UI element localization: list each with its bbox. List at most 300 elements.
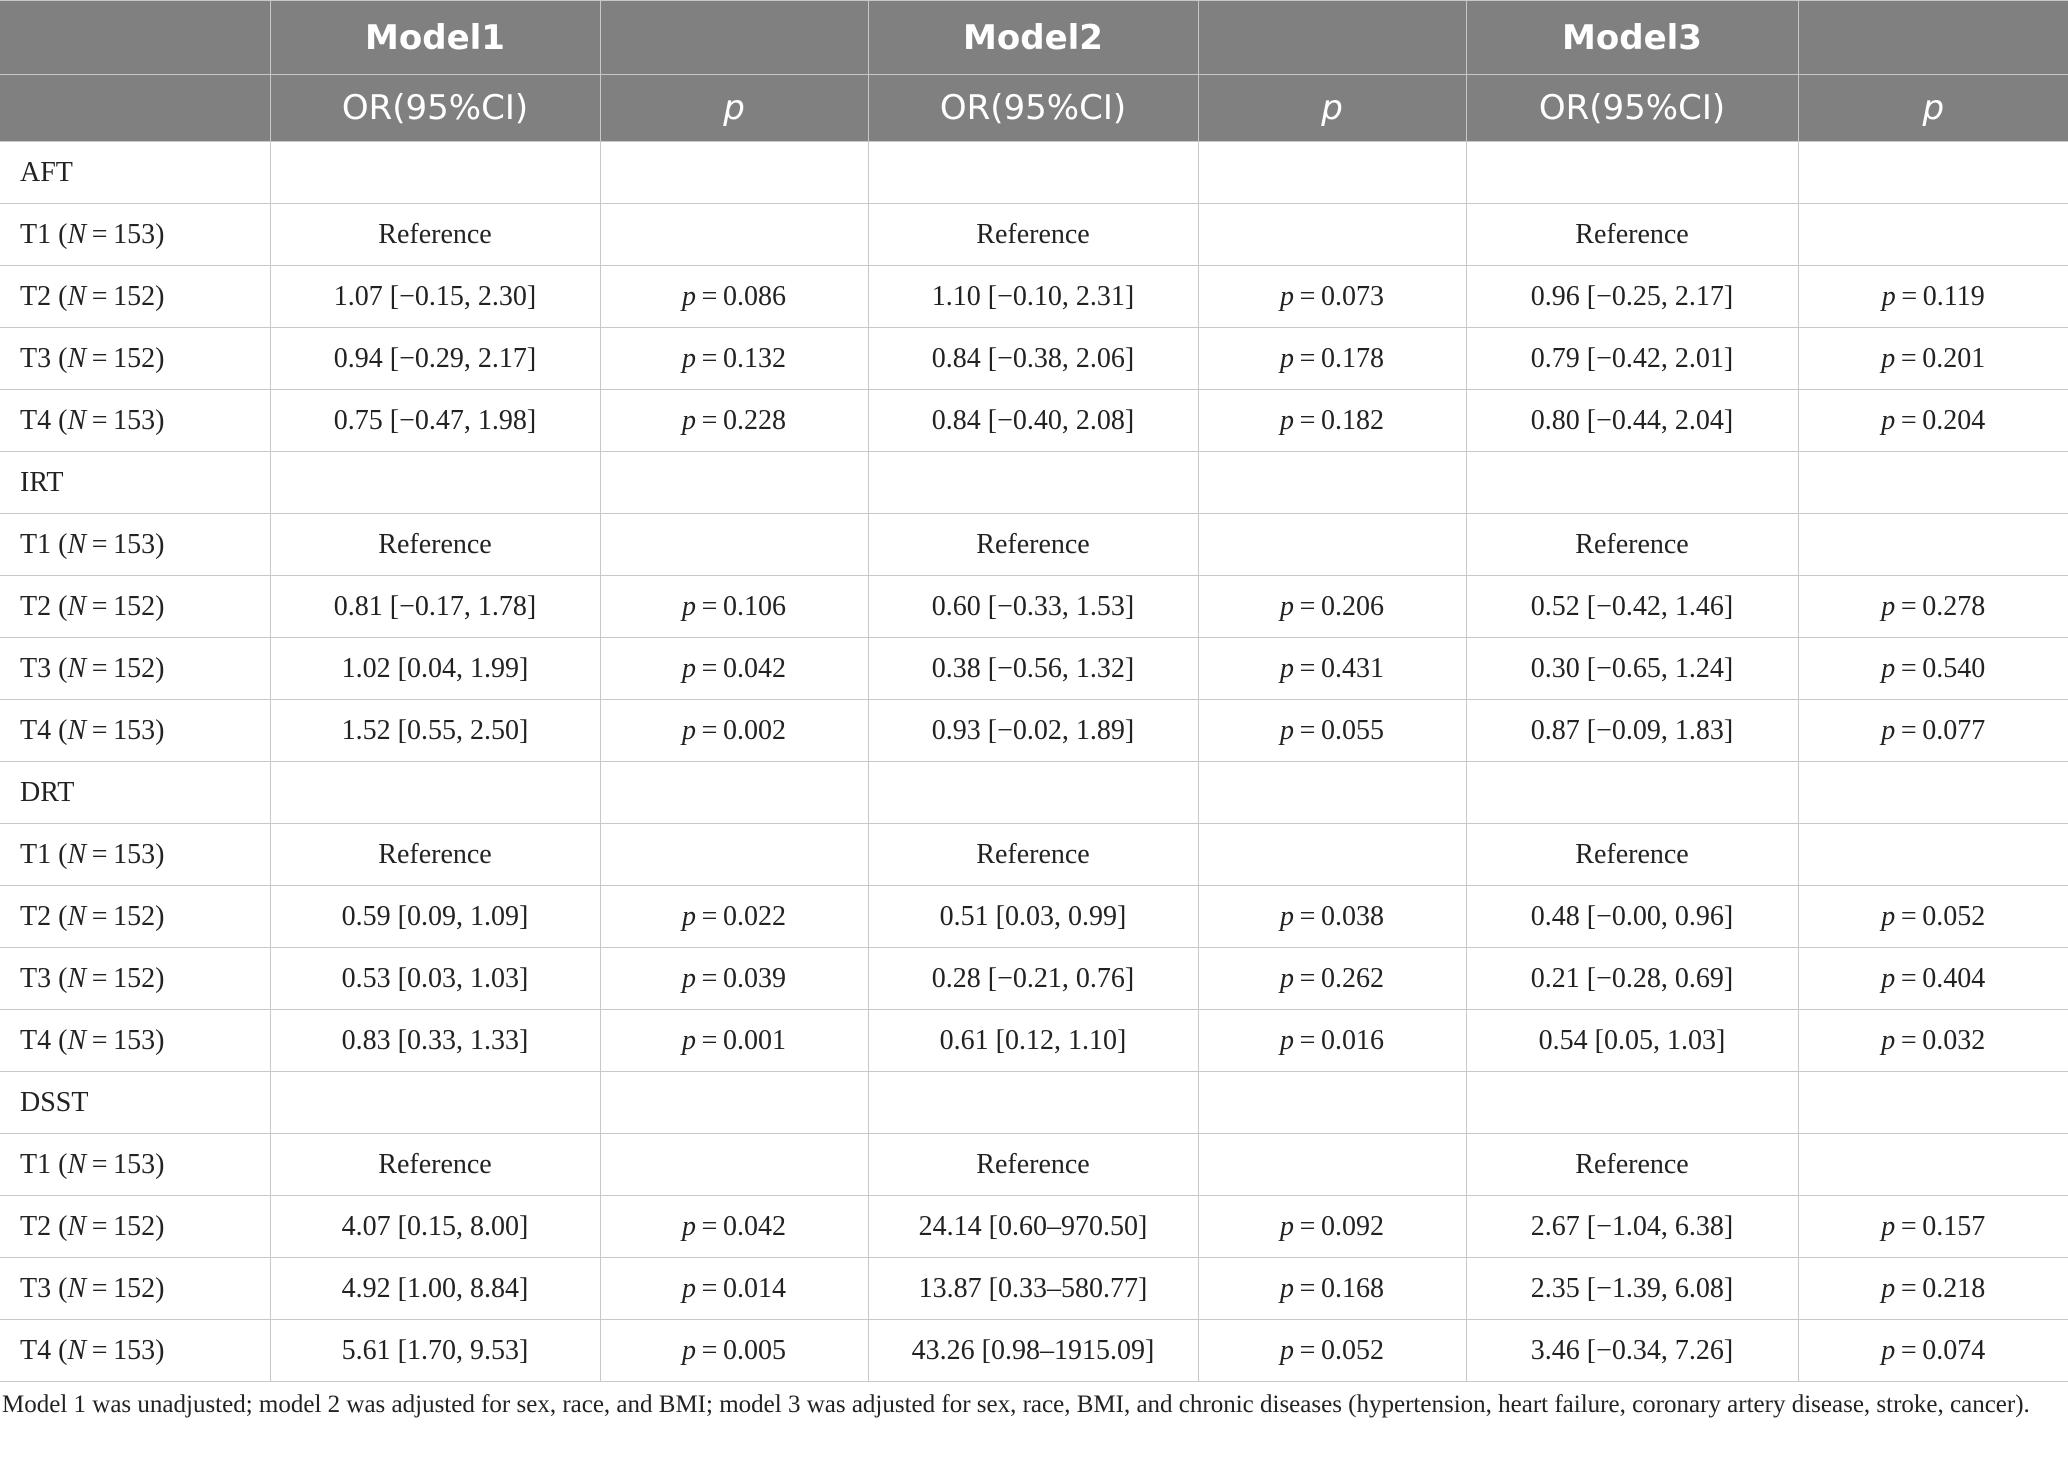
equals-sign: =: [695, 404, 723, 436]
p-value: 0.014: [723, 1272, 786, 1304]
tertile-label: T3: [20, 962, 52, 994]
model1-p-cell: [600, 948, 868, 1010]
empty-cell: [270, 1072, 600, 1134]
p-symbol: p: [1881, 714, 1896, 746]
model3-or-cell: 0.96 [−0.25, 2.17]: [1466, 266, 1798, 328]
p-value: 0.005: [723, 1334, 786, 1366]
equals-sign: =: [1293, 342, 1321, 374]
section-row: [0, 1072, 2068, 1134]
section-label: DRT: [0, 762, 270, 824]
model3-p-cell: [1798, 886, 2068, 948]
header-or-ci: OR(95%CI): [868, 75, 1198, 142]
model2-p-cell: [1198, 1258, 1466, 1320]
header-model2: Model2: [868, 1, 1198, 75]
p-value: 0.052: [1922, 900, 1986, 932]
model3-p-cell: [1798, 1134, 2068, 1196]
paren: ): [155, 1148, 165, 1180]
p-symbol: p: [1279, 900, 1294, 932]
row-label: [0, 390, 270, 452]
p-symbol: p: [681, 1272, 696, 1304]
p-symbol: p: [1279, 962, 1294, 994]
paren: ): [155, 714, 165, 746]
model1-p-cell: [600, 1010, 868, 1072]
table-row: [0, 514, 2068, 576]
p-value: 0.022: [723, 900, 786, 932]
sample-size: N = 152: [67, 962, 156, 994]
header-spacer: [1798, 1, 2068, 75]
model1-or-cell: 0.83 [0.33, 1.33]: [270, 1010, 600, 1072]
empty-cell: [1198, 1072, 1466, 1134]
equals-sign: =: [695, 280, 723, 312]
p-value: 0.119: [1922, 280, 1985, 312]
equals-sign: =: [1293, 404, 1321, 436]
equals-sign: =: [1293, 1272, 1321, 1304]
table-row: [0, 1196, 2068, 1258]
empty-cell: [1466, 762, 1798, 824]
section-label: AFT: [0, 142, 270, 204]
sample-size: N = 152: [67, 1210, 156, 1242]
empty-cell: [1798, 762, 2068, 824]
table-row: [0, 948, 2068, 1010]
header-spacer: [1198, 1, 1466, 75]
row-label: [0, 886, 270, 948]
p-symbol: p: [681, 652, 696, 684]
p-value: 0.168: [1321, 1272, 1384, 1304]
equals-sign: =: [1895, 714, 1923, 746]
row-label: [0, 1196, 270, 1258]
p-symbol: p: [1881, 1210, 1896, 1242]
tertile-label: T4: [20, 1024, 52, 1056]
tertile-label: T3: [20, 652, 52, 684]
section-row: [0, 762, 2068, 824]
model2-p-cell: [1198, 328, 1466, 390]
table-row: [0, 1134, 2068, 1196]
model2-or-cell: 0.61 [0.12, 1.10]: [868, 1010, 1198, 1072]
header-model1: Model1: [270, 1, 600, 75]
model2-or-cell: 24.14 [0.60–970.50]: [868, 1196, 1198, 1258]
empty-cell: [868, 1072, 1198, 1134]
empty-cell: [270, 762, 600, 824]
model1-or-cell: Reference: [270, 824, 600, 886]
sample-size: N = 153: [67, 1148, 156, 1180]
p-value: 0.404: [1922, 962, 1986, 994]
table-row: [0, 266, 2068, 328]
model3-or-cell: 0.54 [0.05, 1.03]: [1466, 1010, 1798, 1072]
empty-cell: [1466, 142, 1798, 204]
paren: (: [51, 714, 68, 746]
empty-cell: [1466, 1072, 1798, 1134]
sample-size: N = 153: [67, 1334, 156, 1366]
model3-or-cell: 0.21 [−0.28, 0.69]: [1466, 948, 1798, 1010]
empty-cell: [270, 142, 600, 204]
row-label: [0, 266, 270, 328]
section-label: IRT: [0, 452, 270, 514]
header-p: p: [600, 75, 868, 142]
model2-p-cell: [1198, 700, 1466, 762]
model2-p-cell: [1198, 824, 1466, 886]
p-value: 0.278: [1922, 590, 1986, 622]
model1-p-cell: [600, 576, 868, 638]
header-p: p: [1198, 75, 1466, 142]
model3-or-cell: 0.87 [−0.09, 1.83]: [1466, 700, 1798, 762]
model3-p-cell: [1798, 576, 2068, 638]
row-label: [0, 948, 270, 1010]
equals-sign: =: [1895, 900, 1923, 932]
equals-sign: =: [695, 1210, 723, 1242]
sample-size: N = 153: [67, 838, 156, 870]
model3-p-cell: [1798, 824, 2068, 886]
empty-cell: [600, 142, 868, 204]
paren: ): [155, 900, 165, 932]
p-symbol: p: [1881, 1272, 1896, 1304]
paren: (: [51, 1334, 68, 1366]
tertile-label: T2: [20, 1210, 52, 1242]
paren: (: [51, 1272, 68, 1304]
sample-size: N = 152: [67, 900, 156, 932]
row-label: [0, 204, 270, 266]
model3-p-cell: [1798, 1010, 2068, 1072]
empty-cell: [1198, 142, 1466, 204]
p-value: 0.001: [723, 1024, 786, 1056]
model1-p-cell: [600, 1258, 868, 1320]
model1-p-cell: [600, 1320, 868, 1382]
model1-or-cell: 1.02 [0.04, 1.99]: [270, 638, 600, 700]
model1-p-cell: [600, 1196, 868, 1258]
p-value: 0.178: [1321, 342, 1384, 374]
p-value: 0.228: [723, 404, 786, 436]
p-symbol: p: [1881, 652, 1896, 684]
model1-p-cell: [600, 266, 868, 328]
row-label: [0, 1258, 270, 1320]
model1-p-cell: [600, 638, 868, 700]
p-symbol: p: [1881, 900, 1896, 932]
model3-or-cell: 0.52 [−0.42, 1.46]: [1466, 576, 1798, 638]
tertile-label: T2: [20, 900, 52, 932]
p-value: 0.032: [1922, 1024, 1986, 1056]
equals-sign: =: [1895, 962, 1923, 994]
row-label: [0, 1320, 270, 1382]
tertile-label: T4: [20, 404, 52, 436]
model3-p-cell: [1798, 390, 2068, 452]
model1-p-cell: [600, 1134, 868, 1196]
p-symbol: p: [1881, 962, 1896, 994]
p-value: 0.074: [1922, 1334, 1986, 1366]
model1-or-cell: 0.53 [0.03, 1.03]: [270, 948, 600, 1010]
paren: ): [155, 1334, 165, 1366]
table-body: [0, 142, 2068, 1382]
header-row-models: [0, 1, 2068, 75]
table-footnote: Model 1 was unadjusted; model 2 was adjusted for sex, race, and BMI; model 3 was adjusted for sex, race, BMI, and chronic diseases (hypertension, heart failure, coronary artery disease, stroke, cancer).: [2, 1391, 2030, 1418]
header-p: p: [1798, 75, 2068, 142]
header-or-ci: OR(95%CI): [270, 75, 600, 142]
table-row: [0, 1010, 2068, 1072]
p-symbol: p: [1881, 590, 1896, 622]
p-value: 0.073: [1321, 280, 1384, 312]
model3-or-cell: Reference: [1466, 514, 1798, 576]
equals-sign: =: [695, 590, 723, 622]
model2-or-cell: Reference: [868, 1134, 1198, 1196]
model2-p-cell: [1198, 514, 1466, 576]
header-spacer: [600, 1, 868, 75]
p-symbol: p: [1881, 280, 1896, 312]
paren: ): [155, 1024, 165, 1056]
p-symbol: p: [681, 1210, 696, 1242]
model3-p-cell: [1798, 514, 2068, 576]
model3-or-cell: 0.79 [−0.42, 2.01]: [1466, 328, 1798, 390]
tertile-label: T1: [20, 1148, 52, 1180]
equals-sign: =: [1293, 900, 1321, 932]
p-symbol: p: [681, 590, 696, 622]
empty-cell: [600, 762, 868, 824]
model2-or-cell: 43.26 [0.98–1915.09]: [868, 1320, 1198, 1382]
paren: (: [51, 218, 68, 250]
p-symbol: p: [1279, 1024, 1294, 1056]
tertile-label: T1: [20, 838, 52, 870]
table-row: [0, 576, 2068, 638]
empty-cell: [868, 142, 1198, 204]
model3-p-cell: [1798, 948, 2068, 1010]
paren: (: [51, 528, 68, 560]
model1-p-cell: [600, 886, 868, 948]
paren: ): [155, 280, 165, 312]
header-corner-cell: [0, 75, 270, 142]
empty-cell: [868, 452, 1198, 514]
model2-or-cell: 0.51 [0.03, 0.99]: [868, 886, 1198, 948]
model3-or-cell: 0.48 [−0.00, 0.96]: [1466, 886, 1798, 948]
sample-size: N = 152: [67, 280, 156, 312]
p-value: 0.157: [1922, 1210, 1986, 1242]
equals-sign: =: [695, 1024, 723, 1056]
model2-p-cell: [1198, 886, 1466, 948]
model3-p-cell: [1798, 638, 2068, 700]
p-symbol: p: [1279, 1334, 1294, 1366]
equals-sign: =: [695, 1334, 723, 1366]
p-value: 0.055: [1321, 714, 1384, 746]
model1-or-cell: 4.07 [0.15, 8.00]: [270, 1196, 600, 1258]
model2-or-cell: 0.93 [−0.02, 1.89]: [868, 700, 1198, 762]
equals-sign: =: [695, 342, 723, 374]
empty-cell: [270, 452, 600, 514]
model2-p-cell: [1198, 576, 1466, 638]
model2-or-cell: 0.60 [−0.33, 1.53]: [868, 576, 1198, 638]
empty-cell: [600, 1072, 868, 1134]
model2-p-cell: [1198, 1010, 1466, 1072]
equals-sign: =: [695, 900, 723, 932]
tertile-label: T3: [20, 342, 52, 374]
model3-or-cell: Reference: [1466, 824, 1798, 886]
empty-cell: [1798, 1072, 2068, 1134]
equals-sign: =: [1895, 1272, 1923, 1304]
model3-or-cell: 0.30 [−0.65, 1.24]: [1466, 638, 1798, 700]
sample-size: N = 152: [67, 590, 156, 622]
paren: (: [51, 404, 68, 436]
sample-size: N = 152: [67, 342, 156, 374]
sample-size: N = 153: [67, 404, 156, 436]
paren: ): [155, 342, 165, 374]
header-corner-cell: [0, 1, 270, 75]
paren: (: [51, 1024, 68, 1056]
section-label: DSST: [0, 1072, 270, 1134]
model2-or-cell: Reference: [868, 514, 1198, 576]
paren: ): [155, 652, 165, 684]
table-row: [0, 638, 2068, 700]
p-symbol: p: [681, 962, 696, 994]
p-value: 0.106: [723, 590, 786, 622]
tertile-label: T4: [20, 1334, 52, 1366]
p-symbol: p: [1881, 342, 1896, 374]
row-label: [0, 824, 270, 886]
p-value: 0.086: [723, 280, 786, 312]
model2-or-cell: 1.10 [−0.10, 2.31]: [868, 266, 1198, 328]
paren: (: [51, 838, 68, 870]
p-value: 0.042: [723, 1210, 786, 1242]
model2-or-cell: 0.38 [−0.56, 1.32]: [868, 638, 1198, 700]
paren: (: [51, 342, 68, 374]
model1-p-cell: [600, 328, 868, 390]
model2-p-cell: [1198, 1196, 1466, 1258]
p-symbol: p: [1881, 1024, 1896, 1056]
equals-sign: =: [1293, 962, 1321, 994]
model3-or-cell: 2.35 [−1.39, 6.08]: [1466, 1258, 1798, 1320]
equals-sign: =: [1895, 1210, 1923, 1242]
row-label: [0, 1134, 270, 1196]
tertile-label: T4: [20, 714, 52, 746]
table-row: [0, 390, 2068, 452]
equals-sign: =: [1895, 280, 1923, 312]
p-value: 0.039: [723, 962, 786, 994]
p-value: 0.206: [1321, 590, 1384, 622]
model3-or-cell: 2.67 [−1.04, 6.38]: [1466, 1196, 1798, 1258]
table-row: [0, 328, 2068, 390]
paren: ): [155, 404, 165, 436]
p-value: 0.002: [723, 714, 786, 746]
paren: (: [51, 1148, 68, 1180]
tertile-label: T1: [20, 528, 52, 560]
p-value: 0.431: [1321, 652, 1384, 684]
model1-or-cell: 0.75 [−0.47, 1.98]: [270, 390, 600, 452]
table-row: [0, 204, 2068, 266]
paren: ): [155, 1272, 165, 1304]
row-label: [0, 514, 270, 576]
p-symbol: p: [1279, 342, 1294, 374]
model3-or-cell: Reference: [1466, 204, 1798, 266]
equals-sign: =: [1895, 404, 1923, 436]
paren: ): [155, 838, 165, 870]
tertile-label: T3: [20, 1272, 52, 1304]
table-row: [0, 886, 2068, 948]
tertile-label: T2: [20, 590, 52, 622]
table-row: [0, 1320, 2068, 1382]
p-symbol: p: [681, 900, 696, 932]
model2-p-cell: [1198, 1134, 1466, 1196]
sample-size: N = 153: [67, 714, 156, 746]
model1-p-cell: [600, 390, 868, 452]
equals-sign: =: [1293, 590, 1321, 622]
model1-p-cell: [600, 824, 868, 886]
model2-p-cell: [1198, 266, 1466, 328]
equals-sign: =: [1293, 714, 1321, 746]
model3-or-cell: 0.80 [−0.44, 2.04]: [1466, 390, 1798, 452]
paren: (: [51, 962, 68, 994]
section-row: [0, 452, 2068, 514]
equals-sign: =: [1895, 1334, 1923, 1366]
equals-sign: =: [1895, 590, 1923, 622]
model1-or-cell: 4.92 [1.00, 8.84]: [270, 1258, 600, 1320]
model1-or-cell: 0.59 [0.09, 1.09]: [270, 886, 600, 948]
model1-or-cell: 0.81 [−0.17, 1.78]: [270, 576, 600, 638]
sample-size: N = 152: [67, 652, 156, 684]
tertile-label: T2: [20, 280, 52, 312]
equals-sign: =: [1293, 1334, 1321, 1366]
paren: ): [155, 590, 165, 622]
model1-p-cell: [600, 700, 868, 762]
model2-p-cell: [1198, 638, 1466, 700]
equals-sign: =: [695, 962, 723, 994]
model2-or-cell: 13.87 [0.33–580.77]: [868, 1258, 1198, 1320]
section-row: [0, 142, 2068, 204]
model2-or-cell: 0.28 [−0.21, 0.76]: [868, 948, 1198, 1010]
model3-p-cell: [1798, 266, 2068, 328]
p-symbol: p: [1279, 1272, 1294, 1304]
p-symbol: p: [681, 1024, 696, 1056]
p-symbol: p: [1881, 1334, 1896, 1366]
model2-p-cell: [1198, 948, 1466, 1010]
p-value: 0.262: [1321, 962, 1384, 994]
sample-size: N = 152: [67, 1272, 156, 1304]
p-value: 0.132: [723, 342, 786, 374]
empty-cell: [600, 452, 868, 514]
paren: (: [51, 652, 68, 684]
row-label: [0, 328, 270, 390]
paren: ): [155, 962, 165, 994]
model3-p-cell: [1798, 1196, 2068, 1258]
model2-p-cell: [1198, 204, 1466, 266]
p-value: 0.218: [1922, 1272, 1986, 1304]
model2-p-cell: [1198, 390, 1466, 452]
paren: ): [155, 528, 165, 560]
model1-or-cell: Reference: [270, 514, 600, 576]
equals-sign: =: [1293, 280, 1321, 312]
sample-size: N = 153: [67, 1024, 156, 1056]
tertile-label: T1: [20, 218, 52, 250]
sample-size: N = 153: [67, 528, 156, 560]
paren: (: [51, 900, 68, 932]
p-symbol: p: [1279, 1210, 1294, 1242]
equals-sign: =: [1293, 1210, 1321, 1242]
model2-p-cell: [1198, 1320, 1466, 1382]
paren: (: [51, 590, 68, 622]
p-symbol: p: [681, 714, 696, 746]
p-symbol: p: [681, 342, 696, 374]
empty-cell: [1798, 142, 2068, 204]
p-symbol: p: [1279, 404, 1294, 436]
equals-sign: =: [1895, 652, 1923, 684]
header-model3: Model3: [1466, 1, 1798, 75]
sample-size: N = 153: [67, 218, 156, 250]
model2-or-cell: Reference: [868, 204, 1198, 266]
p-value: 0.204: [1922, 404, 1986, 436]
paren: ): [155, 1210, 165, 1242]
model3-p-cell: [1798, 204, 2068, 266]
p-symbol: p: [681, 1334, 696, 1366]
model1-or-cell: Reference: [270, 1134, 600, 1196]
p-value: 0.038: [1321, 900, 1384, 932]
model2-or-cell: 0.84 [−0.38, 2.06]: [868, 328, 1198, 390]
model1-or-cell: 5.61 [1.70, 9.53]: [270, 1320, 600, 1382]
paren: (: [51, 280, 68, 312]
p-value: 0.540: [1922, 652, 1986, 684]
paren: (: [51, 1210, 68, 1242]
